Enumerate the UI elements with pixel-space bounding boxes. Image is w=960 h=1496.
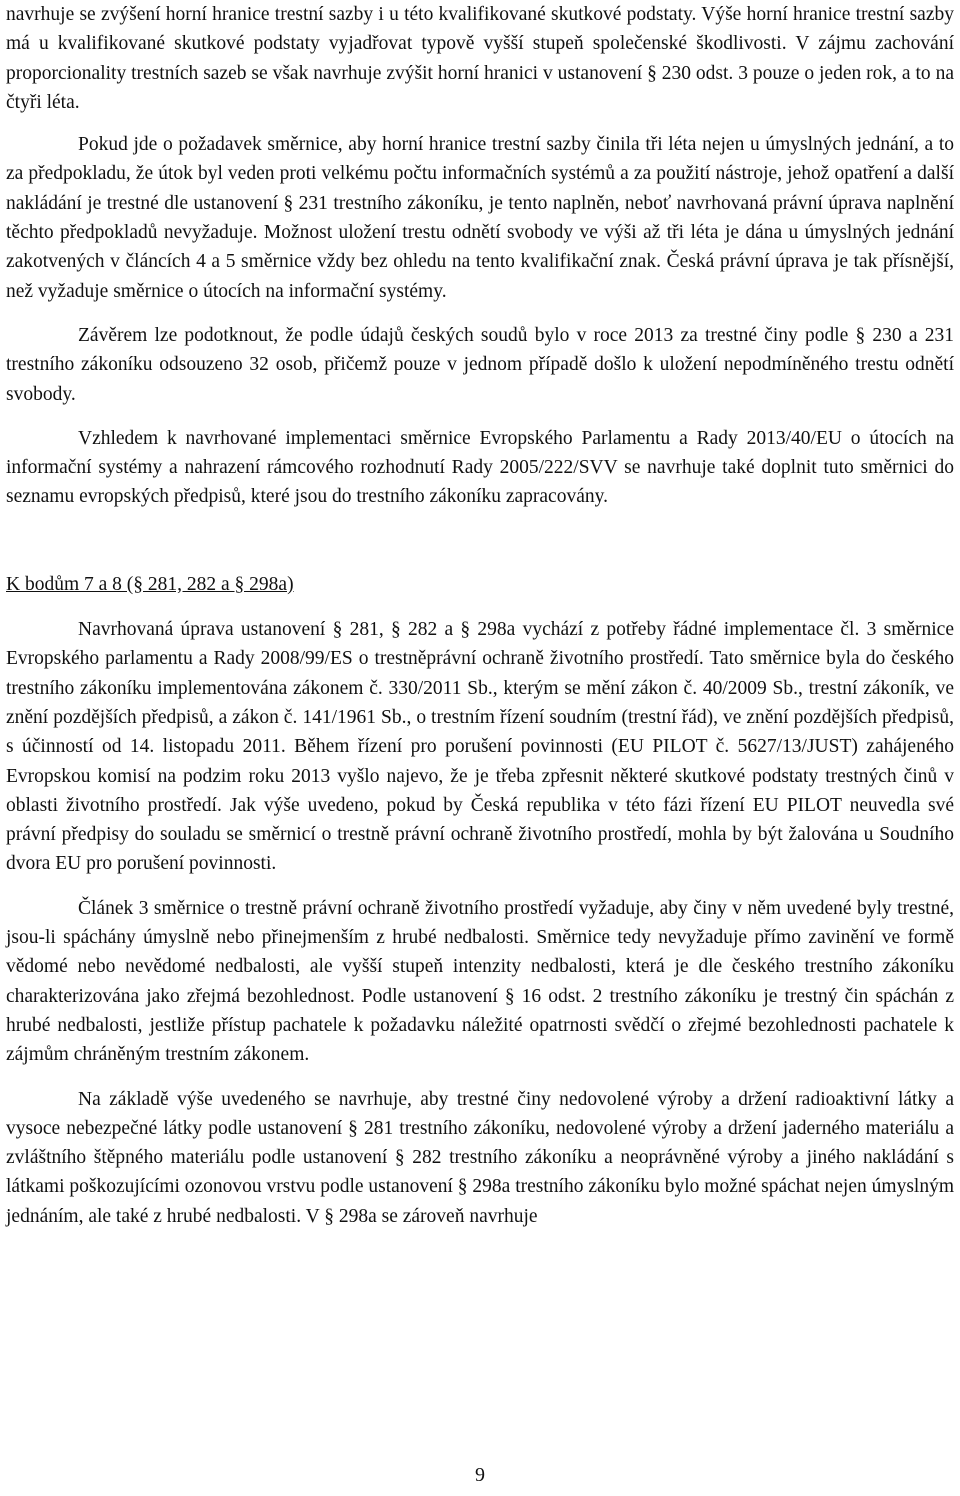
page-number: 9 — [475, 1464, 485, 1486]
paragraph-proposed-provision: Navrhovaná úprava ustanovení § 281, § 282 a § 298a vychází z potřeby řádné implementace čl. 3 směrnice Evropského parlamentu a Rady 2008/99/ES o trestněprávní ochraně životního prostředí. Tato směrnice byla do českého trestního zákoníku implementována zákonem č. 330/2011 Sb., kterým se mění zákon č. 40/2009 Sb., trestní zákoník, ve znění pozdějších předpisů, a zákon č. 141/1961 Sb., o trestním řízení soudním (trestní řád), ve znění pozdějších předpisů, s účinností od 14. listopadu 2011. Během řízení pro porušení povinnosti (EU PILOT č. 5627/13/JUST) zahájeného Evropskou komisí na podzim roku 2013 vyšlo najevo, že je třeba zpřesnit některé skutkové podstaty trestných činů v oblasti životního prostředí. Jak výše uvedeno, pokud by Česká republika v této fázi řízení EU PILOT neuvedla své právní předpisy do souladu se směrnicí o trestně právní ochraně životního prostředí, mohla by být žalována u Soudního dvora EU pro porušení povinnosti. — [6, 619, 954, 875]
paragraph-conclusion: Závěrem lze podotknout, že podle údajů českých soudů bylo v roce 2013 za trestné činy podle § 230 a 231 trestního zákoníku odsouzeno 32 osob, přičemž pouze v jednom případě došlo k uložení nepodmíněného trestu odnětí svobody. — [6, 324, 954, 405]
document-page — [6, 0, 954, 1231]
paragraph-directive-requirement: Pokud jde o požadavek směrnice, aby horní hranice trestní sazby činila tři léta nejen u úmyslných jednání, a to za předpokladu, že útok byl veden proti velkému počtu informačních systémů a za použití nástroje, jehož opatření a další nakládání je trestné dle ustanovení § 231 trestního zákoníku, je tento naplněn, neboť navrhovaná právní úprava naplnění těchto předpokladů nevyžaduje. Možnost uložení trestu odnětí svobody ve výši až tři léta je dána u úmyslných jednání zakotvených v článcích 4 a 5 směrnice vždy bez ohledu na tento kvalifikační znak. Česká právní úprava je tak přísnější, než vyžaduje směrnice o útocích na informační systémy. — [6, 134, 954, 302]
paragraph-article-3: Článek 3 směrnice o trestně právní ochraně životního prostředí vyžaduje, aby činy v něm uvedené byly trestné, jsou-li spáchány úmyslně nebo přinejmenším z hrubé nedbalosti. Směrnice tedy nevyžaduje přímo zavinění ve formě vědomé nebo nevědomé nedbalosti, ale vyšší stupeň intenzity nedbalosti, která je dle českého trestního zákoníku charakterizována jako zřejmá bezohlednost. Podle ustanovení § 16 odst. 2 trestního zákoníku je trestný čin spáchán z hrubé nedbalosti, jestliže přístup pachatele k požadavku náležité opatrnosti svědčí o zřejmé bezohlednosti pachatele k zájmům chráněným trestním zákonem. — [6, 897, 954, 1066]
section-heading: K bodům 7 a 8 (§ 281, 282 a § 298a) — [6, 573, 294, 595]
paragraph-proposal: Na základě výše uvedeného se navrhuje, aby trestné činy nedovolené výroby a držení radioaktivní látky a vysoce nebezpečné látky podle ustanovení § 281 trestního zákoníku, nedovolené výroby a držení jaderného materiálu a zvláštního štěpného materiálu podle ustanovení § 282 trestního zákoníku a neoprávněné výroby a jiného nakládání s látkami poškozujícími ozonovou vrstvu podle ustanovení § 298a trestního zákoníku bylo možné spáchat nejen úmyslným jednáním, ale také z hrubé nedbalosti. V § 298a se zároveň navrhuje — [6, 1088, 954, 1227]
paragraph-continuation: navrhuje se zvýšení horní hranice trestní sazby i u této kvalifikované skutkové podstaty. Výše horní hranice trestní sazby má u kvalifikované skutkové podstaty vyjadřovat typově vyšší stupeň společenské škodlivosti. V zájmu zachování proporcionality trestních sazeb se však navrhuje zvýšit horní hranici v ustanovení § 230 odst. 3 pouze o jeden rok, a to na čtyři léta. — [6, 4, 954, 113]
paragraph-implementation: Vzhledem k navrhované implementaci směrnice Evropského Parlamentu a Rady 2013/40/EU o útocích na informační systémy a nahrazení rámcového rozhodnutí Rady 2005/222/SVV se navrhuje také doplnit tuto směrnici do seznamu evropských předpisů, které jsou do trestního zákoníku zapracovány. — [6, 427, 954, 508]
